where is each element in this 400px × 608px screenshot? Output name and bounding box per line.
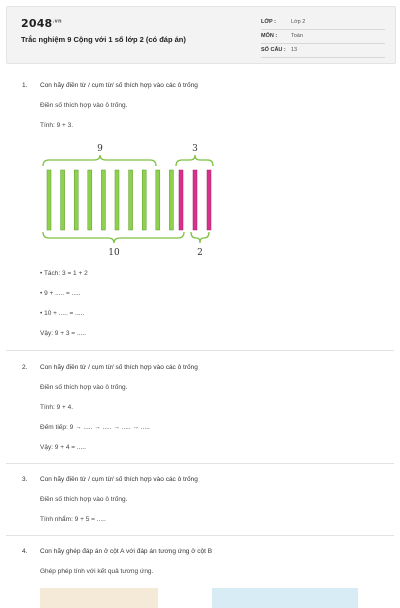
q2-result: Vậy: 9 + 4 = ..... (40, 444, 86, 451)
question-2-text: Con hãy điền từ / cụm từ/ số thích hợp vào các ô trống (40, 364, 198, 371)
meta-subject-row (261, 31, 385, 44)
figure-label-bottom-left: 10 (108, 248, 120, 258)
brace-bottom-left (43, 232, 184, 243)
meta-count-row (261, 45, 385, 58)
q1-stick-figure (38, 140, 220, 258)
q1-step-2: • 10 + ..... = ..... (40, 310, 85, 317)
page-title: Trắc nghiệm 9 Cộng với 1 số lớp 2 (có đáp án) (21, 35, 186, 44)
q1-task: Tính: 9 + 3. (40, 122, 74, 129)
pink-stick (193, 170, 197, 230)
q1-step-split: • Tách: 3 = 1 + 2 (40, 270, 88, 277)
q3-instruction: Điền số thích hợp vào ô trống. (40, 496, 128, 503)
green-stick (101, 170, 105, 230)
q2-task: Tính: 9 + 4. (40, 404, 74, 411)
q1-result: Vậy: 9 + 3 = ..... (40, 330, 86, 337)
question-3-text: Con hãy điền từ / cụm từ/ số thích hợp vào các ô trống (40, 476, 198, 483)
logo-text: 2048 (21, 17, 53, 30)
question-1-text: Con hãy điền từ / cụm từ/ số thích hợp vào các ô trống (40, 82, 198, 89)
document-header (6, 6, 396, 64)
divider (6, 350, 394, 351)
question-4-number: 4. (22, 548, 28, 555)
q4-instruction: Ghép phép tính với kết quả tương ứng. (40, 568, 154, 575)
q2-instruction: Điền số thích hợp vào ô trống. (40, 384, 128, 391)
question-1-number: 1. (22, 82, 28, 89)
figure-label-bottom-right: 2 (197, 248, 203, 258)
column-b-box[interactable] (212, 588, 358, 608)
green-stick (88, 170, 92, 230)
meta-subject-value: Toán (291, 33, 303, 39)
q3-task: Tính nhẩm: 9 + 5 = ..... (40, 516, 106, 523)
question-2-number: 2. (22, 364, 28, 371)
meta-subject-key: MÔN : (261, 33, 278, 39)
q1-step-1: • 9 + ..... = ..... (40, 290, 81, 297)
brace-top-right (176, 155, 213, 166)
site-logo[interactable] (21, 17, 62, 30)
green-stick (61, 170, 65, 230)
figure-label-top-right: 3 (192, 144, 198, 154)
meta-count-key: SỐ CÂU : (261, 47, 286, 53)
figure-label-top-left: 9 (97, 144, 103, 154)
question-4-text: Con hãy ghép đáp án ở cột A với đáp án tương ứng ở cột B (40, 548, 213, 555)
q2-count-on: Đếm tiếp: 9 → ..... → ..... → ..... → ..... (40, 424, 150, 431)
divider (6, 535, 394, 536)
green-stick (74, 170, 78, 230)
green-stick (156, 170, 160, 230)
logo-suffix: .vn (52, 18, 62, 25)
green-stick (169, 170, 173, 230)
green-stick (47, 170, 51, 230)
column-a-box[interactable] (40, 588, 158, 608)
pink-stick (179, 170, 183, 230)
green-stick (129, 170, 133, 230)
green-stick (142, 170, 146, 230)
brace-bottom-right (191, 232, 209, 243)
divider (6, 463, 394, 464)
meta-class-key: LỚP : (261, 19, 276, 25)
meta-count-value: 13 (291, 47, 298, 53)
green-stick (115, 170, 119, 230)
question-3-number: 3. (22, 476, 28, 483)
meta-class-row (261, 17, 385, 30)
pink-stick (207, 170, 211, 230)
brace-top-left (43, 155, 156, 166)
q1-instruction: Điền số thích hợp vào ô trống. (40, 102, 128, 109)
meta-class-value: Lớp 2 (291, 19, 306, 25)
